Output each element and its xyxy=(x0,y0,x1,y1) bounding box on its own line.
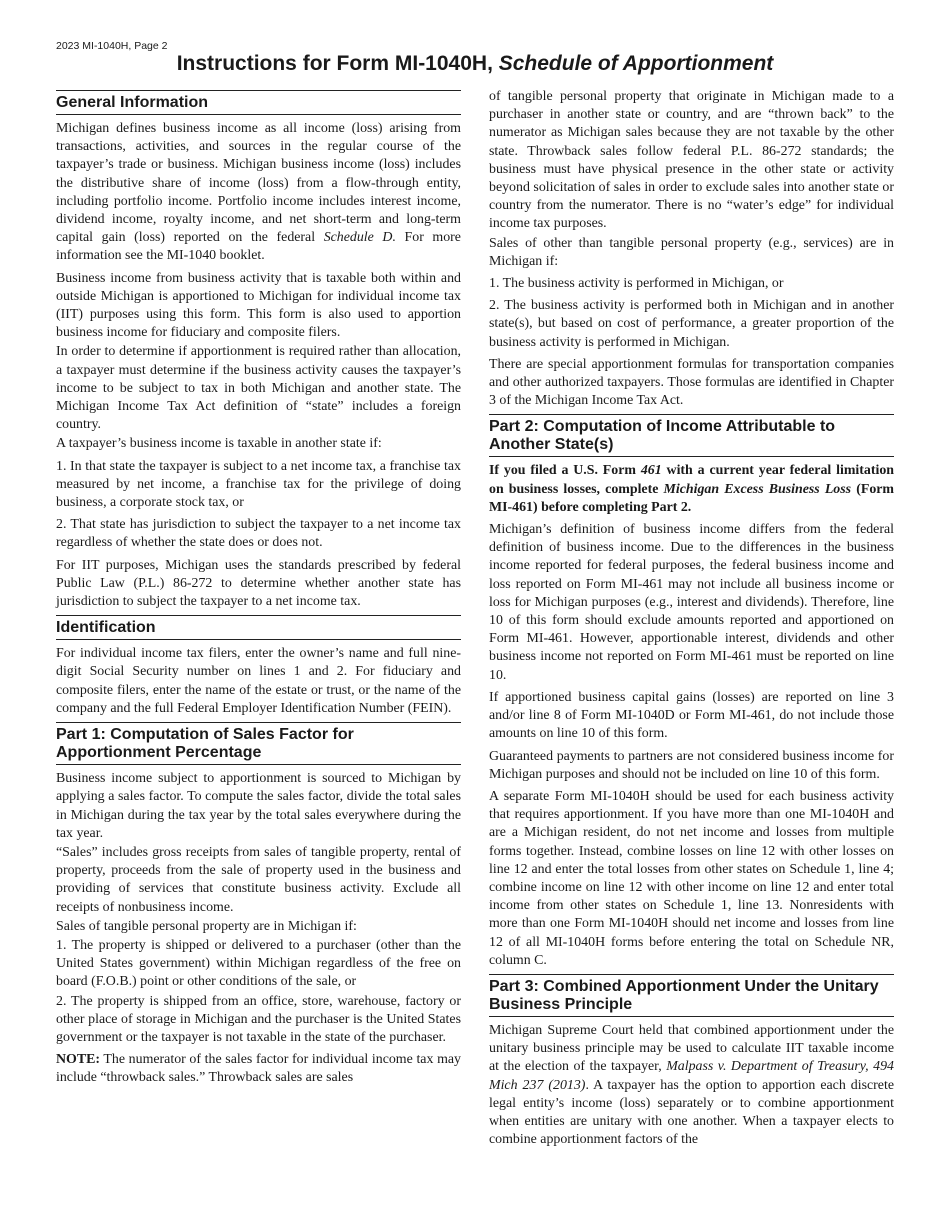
part2-paragraph-4: A separate Form MI-1040H should be used for each business activity that requires apportionment. If you have more than one MI-1040H and are a Michigan resident, do not net income and losses from multiple forms together. Instead, combine losses on line 12 with other losses on line 12 and enter the total losses from other states on Schedule 1, line 4; combine income on line 12 with other income on line 12 and enter total income from other states on Schedule 1, line 13. Nonresidents with more than one Form MI-1040H should net income and losses from line 12 of all MI-1040H forms before entering the total on Schedule NR, column C. xyxy=(489,788,894,968)
right-column xyxy=(489,88,894,1153)
part1-paragraph-4: 1. The property is shipped or delivered to a purchaser (other than the United States government) within Michigan regardless of the free on board (F.O.B.) point or other conditions of the sale, or xyxy=(56,937,461,990)
part2-lead-c: (Form MI-461) before completing Part 2. xyxy=(489,481,895,515)
identification-heading: Identification xyxy=(56,615,461,640)
part1-heading: Part 1: Computation of Sales Factor for Apportionment Percentage xyxy=(56,722,461,765)
schedule-d-reference: Schedule D. xyxy=(323,230,396,246)
general-paragraph-6: 2. That state has jurisdiction to subject the taxpayer to a net income tax regardless of whether the state does or does not. xyxy=(56,517,461,551)
note-text: The numerator of the sales factor for individual income tax may include “throwback sales.” Throwback sales are sales xyxy=(56,1052,461,1086)
part1-paragraph-7: Sales of other than tangible personal property (e.g., services) are in Michigan if: xyxy=(489,235,894,269)
form-461-reference: 461 xyxy=(640,463,662,479)
part1-paragraph-5: 2. The property is shipped from an office, store, warehouse, factory or other place of storage in Michigan and the purchaser is the United States government or the taxpayer is not taxable in the state of the purchaser. xyxy=(56,993,461,1045)
part1-paragraph-2: “Sales” includes gross receipts from sales of tangible property, rental of property, proceeds from the sale of property used in the business and providing of services that constitute business activity. Exclude all receipts of nonbusiness income. xyxy=(56,844,461,915)
general-paragraph-7: For IIT purposes, Michigan uses the standards prescribed by federal Public Law (P.L.) 86-272 to determine whether another state has jurisdiction to subject the taxpayer to a net income tax. xyxy=(56,557,461,610)
general-paragraph-5: 1. In that state the taxpayer is subject to a net income tax, a franchise tax measured by net income, a franchise tax for the privilege of doing business, a corporate stock tax, or xyxy=(56,458,461,511)
part1-paragraph-3: Sales of tangible personal property are in Michigan if: xyxy=(56,918,357,934)
part2-lead-a: If you filed a U.S. Form xyxy=(489,463,641,479)
part1-paragraph-6: of tangible personal property that originate in Michigan made to a purchaser in another state or country, and are “thrown back” to the numerator as Michigan sales because they are not taxable by the other state. Throwback sales follow federal P.L. 86-272 standards; the business must have physical presence in the other state or activity beyond solicitation of sales in order to exclude sales into another state or country from the numerator. There is no “water’s edge” for individual income tax purposes. xyxy=(489,89,894,232)
page-title xyxy=(0,52,950,76)
general-paragraph-1 xyxy=(56,120,461,266)
general-paragraph-2: Business income from business activity that is taxable both within and outside Michigan is apportioned to Michigan for individual income tax (IIT) purposes using this form. This form is also used to apportion business income for fiduciary and composite filers. xyxy=(56,270,461,341)
general-information-heading: General Information xyxy=(56,90,461,115)
part1-paragraph-10: There are special apportionment formulas for transportation companies and other authorized taxpayers. Those formulas are identified in Chapter 3 of the Michigan Income Tax Act. xyxy=(489,356,894,409)
title-main: Instructions for Form MI-1040H, xyxy=(176,52,499,75)
part1-paragraph-1: Business income subject to apportionment is sourced to Michigan by applying a sales factor. To compute the sales factor, divide the total sales in Michigan during the tax year by the total sales everywhere during the tax year. xyxy=(56,771,461,841)
part2-heading: Part 2: Computation of Income Attributable to Another State(s) xyxy=(489,414,894,457)
part2-lead-b: with a current year federal limitation on business losses, complete xyxy=(489,463,894,497)
identification-paragraph: For individual income tax filers, enter the owner’s name and full nine-digit Social Security number on lines 1 and 2. For fiduciary and composite filers, enter the name of the estate or trust, or the name of the company and the full Federal Employer Identification Number (FEIN). xyxy=(56,646,461,716)
part1-paragraph-9: 2. The business activity is performed both in Michigan and in another state(s), but based on cost of performance, a greater proportion of the business activity is performed in Michigan. xyxy=(489,298,894,350)
general-paragraph-4: A taxpayer’s business income is taxable in another state if: xyxy=(56,436,382,452)
part3-paragraph-1 xyxy=(489,1022,894,1149)
general-paragraph-3: In order to determine if apportionment is required rather than allocation, a taxpayer must determine if the business activity causes the taxpayer’s income to be subject to tax in both Michigan and another state. The Michigan Income Tax Act definition of “state” includes a foreign country. xyxy=(56,344,461,433)
note-label: NOTE: xyxy=(56,1052,100,1068)
left-column xyxy=(56,88,461,1092)
part2-paragraph-2: If apportioned business capital gains (losses) are reported on line 3 and/or line 8 of Form MI-1040D or Form MI-461, do not include those amounts on line 10 of this form. xyxy=(489,689,894,742)
part1-note xyxy=(56,1051,461,1087)
part2-paragraph-1: Michigan’s definition of business income differs from the federal definition of business income. Due to the differences in the business income reported for federal purposes, the federal business income and loss reported on Form MI-461 may not include all business income or loss for Michigan purposes (e.g., interest and dividends). Therefore, line 10 of this form should exclude amounts reported and apportioned on Form MI-461. However, apportionable interest, dividends and other business income not reported on Form MI-461 must be reported on line 10. xyxy=(489,522,894,683)
part3-p1-text-b: . A taxpayer has the option to apportion each discrete legal entity’s income (loss) separately or to combine apportionment when entities are unitary with one another. When a taxpayer elects to combine apportionment factors of the xyxy=(489,1077,894,1148)
general-p1-text-a: Michigan defines business income as all income (loss) arising from transactions, activities, and sources in the regular course of the taxpayer’s trade or business. Michigan business income (loss) includes the distributive share of income (loss) from a flow-through entity, including portfolio income. Portfolio income includes interest income, dividend income, royalty income, and net short-term and long-term capital gain (loss) reported on the federal xyxy=(56,121,461,246)
part3-p1-text-a: Michigan Supreme Court held that combined apportionment under the unitary business principle may be used to calculate IIT taxable income at the election of the taxpayer, xyxy=(489,1022,894,1075)
part2-lead xyxy=(489,462,894,517)
title-italic: Schedule of Apportionment xyxy=(498,52,774,75)
part1-paragraph-8: 1. The business activity is performed in Michigan, or xyxy=(489,276,784,292)
page-label: 2023 MI-1040H, Page 2 xyxy=(56,40,168,52)
general-p1-text-b: For more information see the MI-1040 booklet. xyxy=(56,230,461,264)
part2-paragraph-3: Guaranteed payments to partners are not considered business income for Michigan purposes and should not be included on line 10 of this form. xyxy=(489,748,894,782)
malpass-case-citation: Malpass v. Department of Treasury, 494 Mich 237 (2013) xyxy=(489,1059,894,1093)
excess-business-loss-reference: Michigan Excess Business Loss xyxy=(663,481,852,497)
part3-heading: Part 3: Combined Apportionment Under the Unitary Business Principle xyxy=(489,974,894,1017)
